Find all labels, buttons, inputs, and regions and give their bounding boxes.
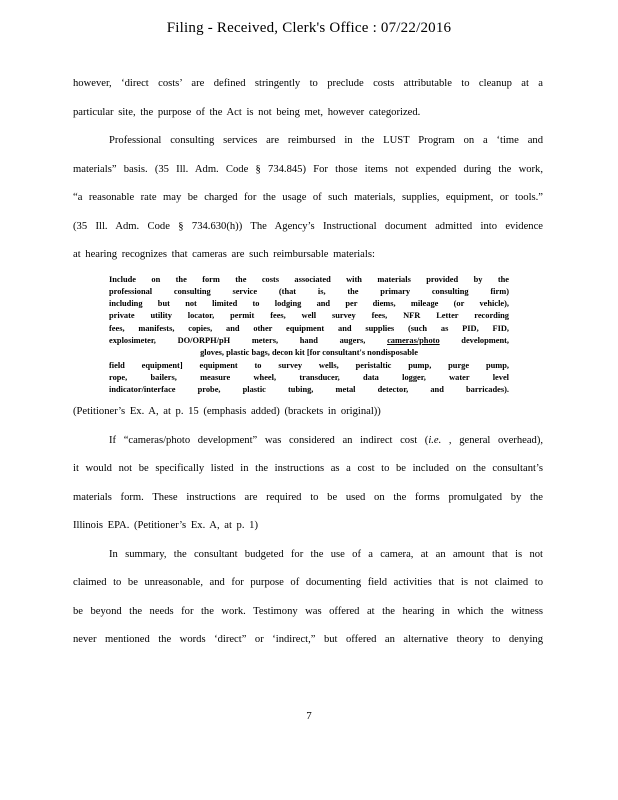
quote-line: field equipment] equipment to survey wells, peristaltic pump, purge pump, bbox=[109, 360, 509, 370]
quote-line: fees, manifests, copies, and other equipment and supplies (such as PID, FID, bbox=[109, 323, 509, 333]
body-line: In summary, the consultant budgeted for the use of a camera, at an amount that is not bbox=[109, 548, 543, 560]
body-text: If “cameras/photo development” was considered an indirect cost ( bbox=[109, 434, 429, 446]
quote-line: private utility locator, permit fees, well survey fees, NFR Letter recording bbox=[109, 311, 509, 321]
block-quote bbox=[109, 274, 509, 397]
quote-line: gloves, plastic bags, decon kit [for consultant's nondisposable bbox=[200, 348, 418, 358]
body-line: be beyond the needs for the work. Testimony was offered at the hearing in which the witness bbox=[73, 605, 543, 617]
body-line: materials form. These instructions are required to be used on the forms promulgated by the bbox=[73, 491, 543, 503]
body-line: however, ‘direct costs’ are defined stringently to preclude costs attributable to cleanup at a bbox=[73, 78, 543, 89]
quote-line: including but not limited to lodging and per diems, mileage (or vehicle), bbox=[109, 299, 509, 309]
body-line: (35 Ill. Adm. Code § 734.630(h)) The Agency’s Instructional document admitted into evidence bbox=[73, 220, 543, 232]
quote-text: development, bbox=[439, 335, 509, 345]
body-line: claimed to be unreasonable, and for purpose of documenting field activities that is not claimed to bbox=[73, 577, 543, 589]
quote-line: indicator/interface probe, plastic tubing, metal detector, and barricades). bbox=[109, 385, 509, 395]
filing-header: Filing - Received, Clerk's Office : 07/22/2016 bbox=[166, 20, 452, 36]
body-line bbox=[73, 427, 543, 456]
body-line: Illinois EPA. (Petitioner’s Ex. A, at p. 1) bbox=[73, 520, 258, 532]
quote-line bbox=[109, 335, 509, 347]
quote-line: professional consulting service (that is, the primary consulting firm) bbox=[109, 286, 509, 296]
body-line: materials” basis. (35 Ill. Adm. Code § 734.845) For those items not expended during the work, bbox=[73, 163, 543, 175]
quote-line: Include on the form the costs associated with materials provided by the bbox=[109, 274, 509, 284]
body-line: “a reasonable rate may be charged for the usage of such materials, supplies, equipment, or tools.” bbox=[73, 192, 543, 203]
citation-line: (Petitioner’s Ex. A, at p. 15 (emphasis added) (brackets in original)) bbox=[73, 406, 381, 418]
body-line: it would not be specifically listed in the instructions as a cost to be included on the consultant’s bbox=[73, 463, 543, 475]
body-line: Professional consulting services are reimbursed in the LUST Program on a ‘time and bbox=[109, 135, 543, 146]
page-number: 7 bbox=[306, 710, 312, 722]
body-line: never mentioned the words ‘direct” or ‘indirect,” but offered an alternative theory to denying bbox=[73, 634, 543, 646]
body-text: , general overhead), bbox=[441, 434, 543, 446]
document-body bbox=[73, 70, 543, 655]
quote-line: rope, bailers, measure wheel, transducer, data logger, water level bbox=[109, 372, 509, 382]
italic-abbreviation: i.e. bbox=[428, 434, 442, 446]
quote-text: explosimeter, DO/ORPH/pH meters, hand augers, bbox=[109, 335, 388, 345]
body-line: particular site, the purpose of the Act is not being met, however categorized. bbox=[73, 106, 421, 118]
underlined-emphasis: cameras/photo bbox=[387, 335, 440, 345]
body-line: at hearing recognizes that cameras are such reimbursable materials: bbox=[73, 249, 375, 260]
